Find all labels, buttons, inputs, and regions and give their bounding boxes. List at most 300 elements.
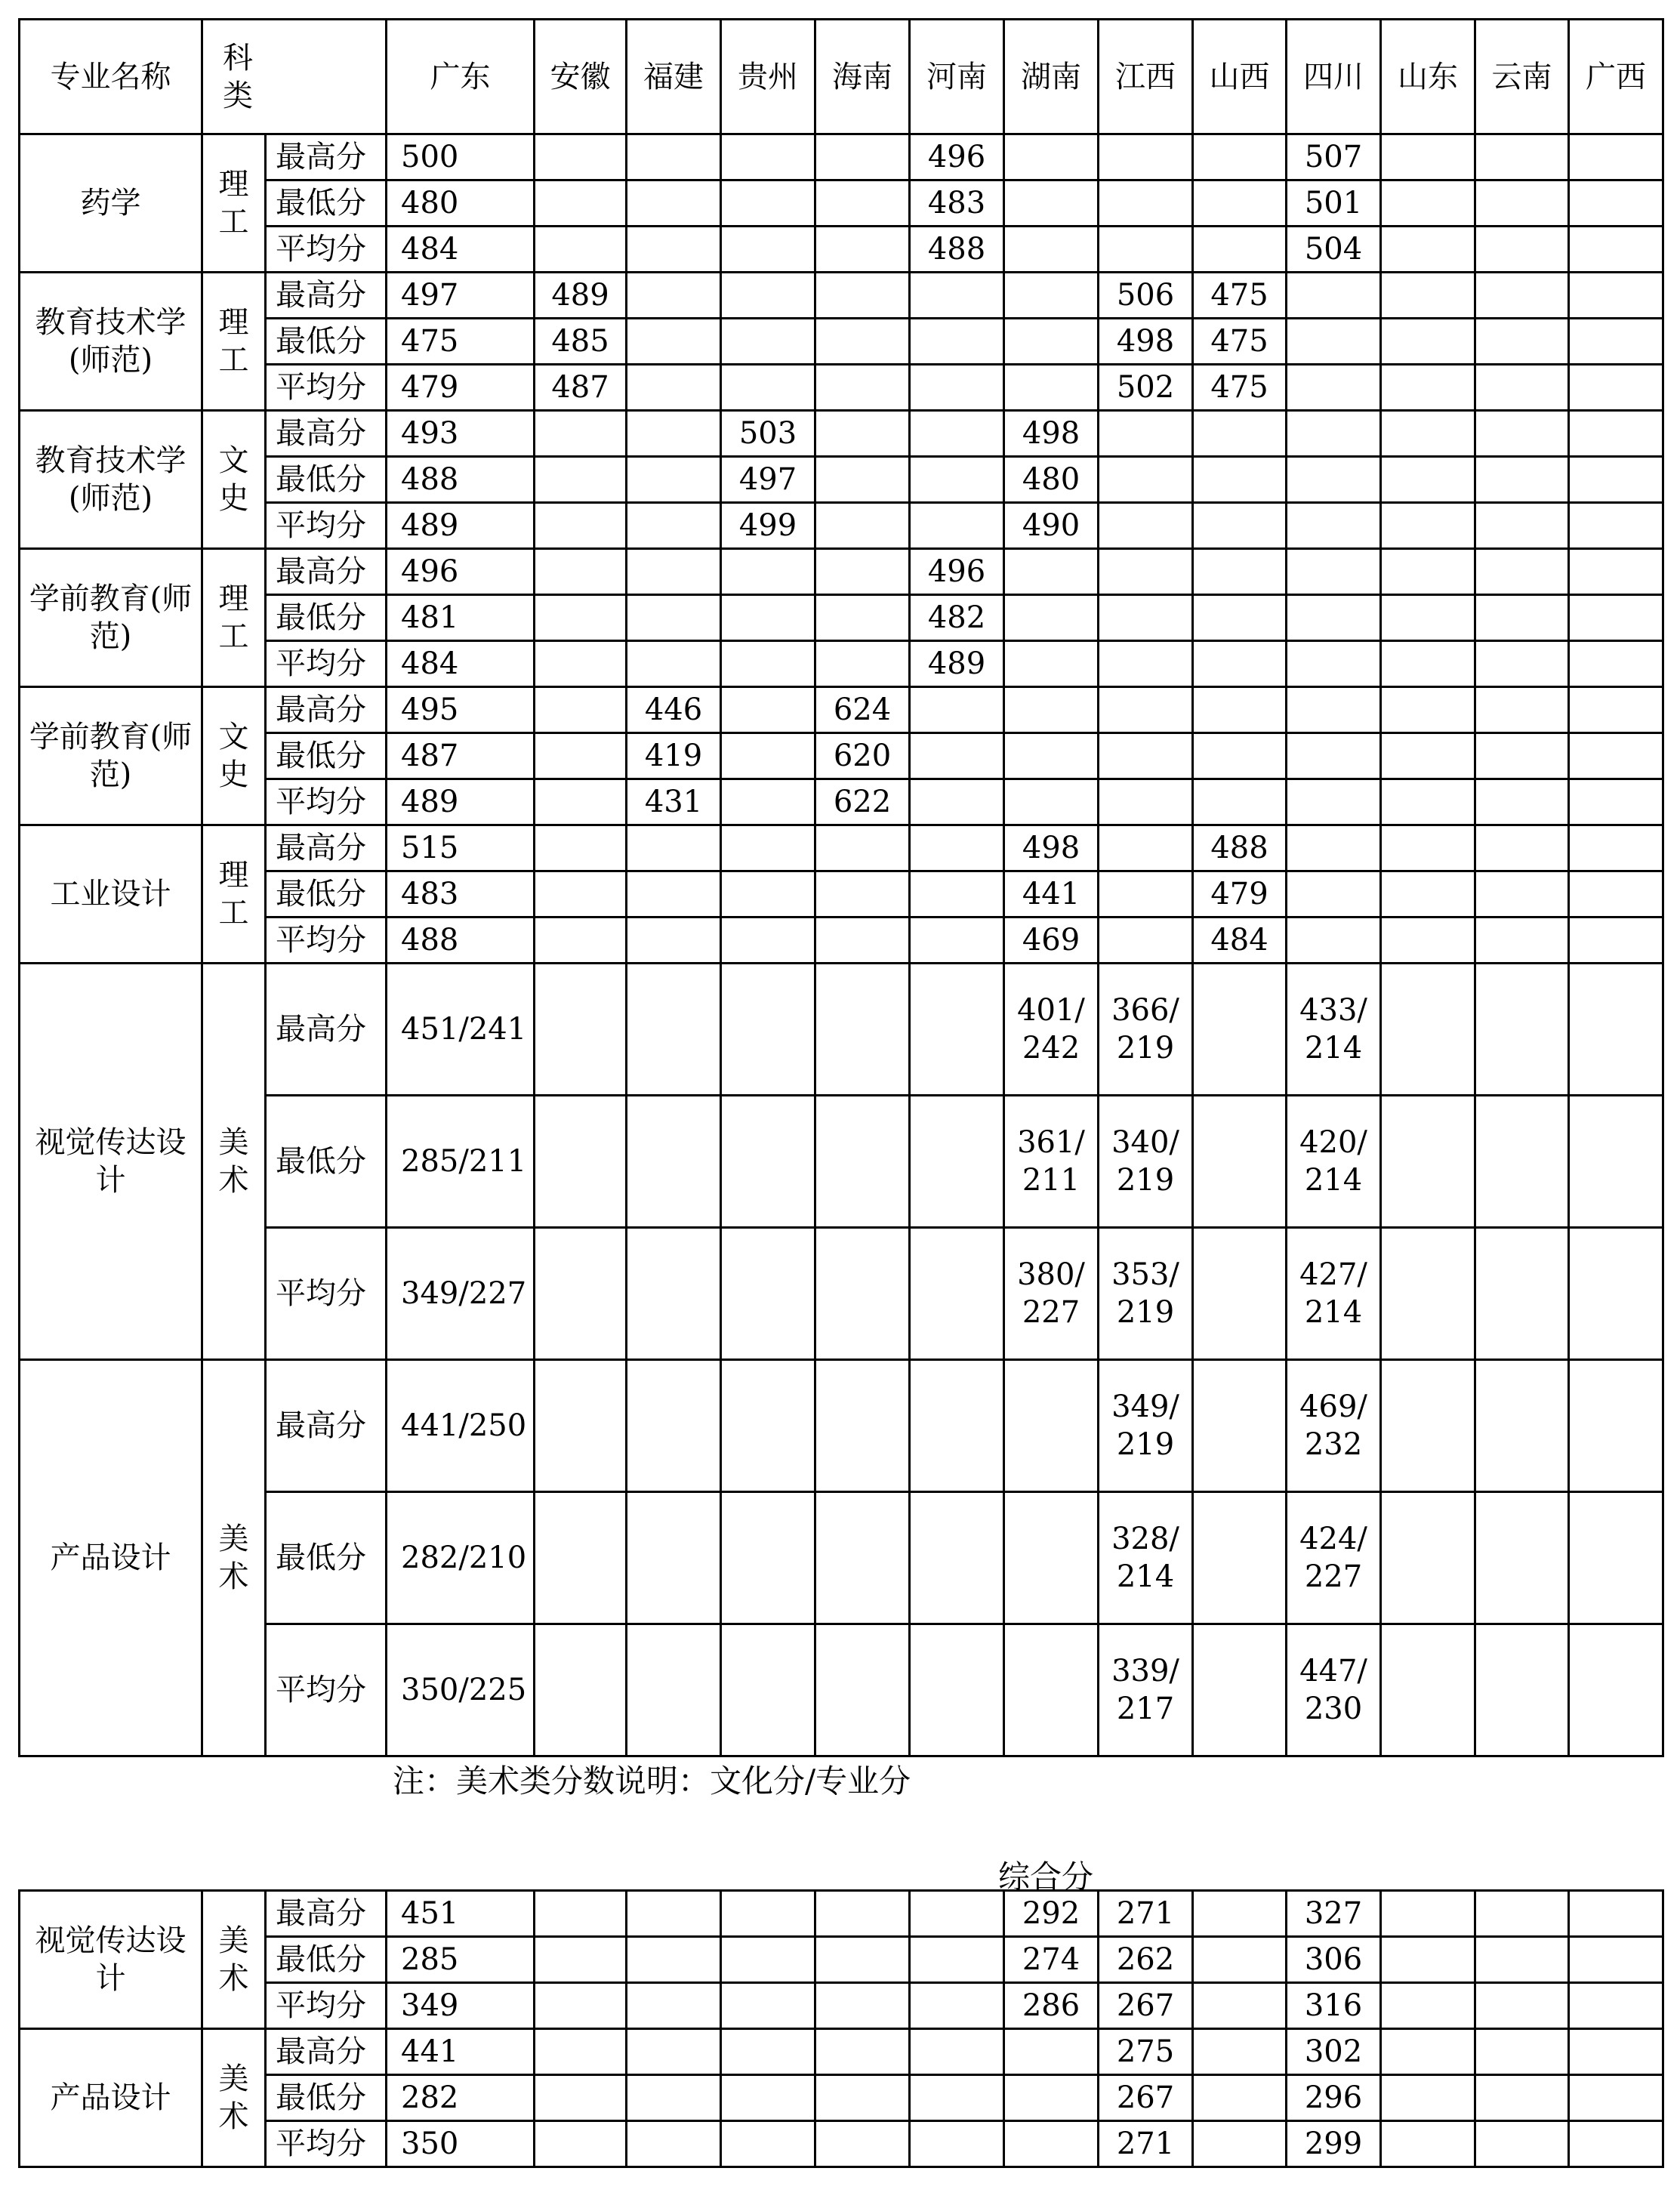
score-cell: 349	[387, 1983, 535, 2029]
score-cell	[627, 2029, 721, 2075]
score-cell: 306	[1287, 1937, 1381, 1983]
score-cell	[535, 503, 627, 549]
score-cell	[535, 549, 627, 595]
score-cell	[1475, 503, 1569, 549]
score-cell: 446	[627, 687, 721, 733]
score-cell	[1475, 273, 1569, 319]
score-cell	[1099, 134, 1193, 180]
score-cell	[535, 964, 627, 1096]
score-cell	[1193, 733, 1287, 779]
score-cell	[1099, 825, 1193, 871]
score-cell	[721, 2075, 815, 2121]
score-cell	[627, 1891, 721, 1937]
score-cell	[815, 549, 910, 595]
score-cell	[1475, 134, 1569, 180]
score-cell	[1381, 1096, 1475, 1228]
score-cell: 441	[387, 2029, 535, 2075]
score-cell	[1381, 1360, 1475, 1492]
score-cell	[1475, 319, 1569, 365]
score-cell	[815, 917, 910, 964]
score-label: 平均分	[266, 779, 387, 825]
score-cell	[1099, 180, 1193, 227]
score-cell: 427/ 214	[1287, 1228, 1381, 1360]
table-row	[20, 2075, 1663, 2121]
score-cell: 282	[387, 2075, 535, 2121]
score-cell	[535, 779, 627, 825]
score-label: 平均分	[266, 641, 387, 687]
score-cell	[815, 1492, 910, 1624]
score-cell	[1287, 411, 1381, 457]
score-cell	[1569, 641, 1663, 687]
score-cell	[1475, 2029, 1569, 2075]
score-cell	[1099, 917, 1193, 964]
table-row	[20, 411, 1663, 457]
score-cell: 302	[1287, 2029, 1381, 2075]
score-cell: 327	[1287, 1891, 1381, 1937]
score-cell: 496	[910, 549, 1004, 595]
score-cell	[1475, 2075, 1569, 2121]
score-cell: 483	[910, 180, 1004, 227]
score-cell: 275	[1099, 2029, 1193, 2075]
table-row	[20, 134, 1663, 180]
score-cell	[1475, 2121, 1569, 2167]
score-cell	[535, 1624, 627, 1756]
score-cell	[1569, 1492, 1663, 1624]
score-cell	[1099, 871, 1193, 917]
score-cell	[1475, 1228, 1569, 1360]
score-cell: 498	[1004, 411, 1099, 457]
score-cell: 488	[387, 457, 535, 503]
score-cell	[535, 1228, 627, 1360]
score-cell	[1193, 457, 1287, 503]
score-cell	[721, 871, 815, 917]
score-cell	[1099, 733, 1193, 779]
score-cell	[721, 641, 815, 687]
score-cell	[1004, 641, 1099, 687]
score-cell: 286	[1004, 1983, 1099, 2029]
score-cell	[815, 964, 910, 1096]
score-cell	[535, 1983, 627, 2029]
score-cell	[1569, 1983, 1663, 2029]
score-cell	[721, 1096, 815, 1228]
score-cell: 424/ 227	[1287, 1492, 1381, 1624]
score-cell	[1569, 457, 1663, 503]
score-cell	[1193, 1360, 1287, 1492]
score-label: 最低分	[266, 595, 387, 641]
score-cell: 489	[535, 273, 627, 319]
score-cell	[910, 964, 1004, 1096]
score-cell	[1381, 134, 1475, 180]
score-cell: 489	[387, 779, 535, 825]
score-cell: 285	[387, 1937, 535, 1983]
score-cell	[627, 1983, 721, 2029]
score-cell	[1004, 319, 1099, 365]
score-cell	[535, 411, 627, 457]
score-cell: 349/227	[387, 1228, 535, 1360]
score-cell	[1381, 273, 1475, 319]
score-cell	[815, 1983, 910, 2029]
score-cell	[721, 549, 815, 595]
score-cell: 475	[1193, 365, 1287, 411]
table-row	[20, 687, 1663, 733]
score-cell	[1287, 917, 1381, 964]
score-cell	[1475, 871, 1569, 917]
score-cell	[535, 1937, 627, 1983]
score-cell	[721, 1624, 815, 1756]
score-cell	[1287, 733, 1381, 779]
score-cell	[1099, 779, 1193, 825]
score-cell	[1475, 1891, 1569, 1937]
score-cell	[535, 1096, 627, 1228]
score-cell	[1569, 825, 1663, 871]
score-cell	[910, 1937, 1004, 1983]
score-cell	[910, 273, 1004, 319]
score-cell	[1569, 134, 1663, 180]
score-cell	[1004, 273, 1099, 319]
score-cell: 504	[1287, 227, 1381, 273]
score-cell: 475	[1193, 319, 1287, 365]
score-cell: 506	[1099, 273, 1193, 319]
score-cell	[1004, 1360, 1099, 1492]
score-cell	[1475, 1360, 1569, 1492]
score-cell	[1381, 1624, 1475, 1756]
score-cell	[535, 1492, 627, 1624]
score-cell	[721, 134, 815, 180]
score-cell: 451/241	[387, 964, 535, 1096]
score-cell	[1569, 180, 1663, 227]
score-cell	[627, 411, 721, 457]
score-cell: 507	[1287, 134, 1381, 180]
score-label: 平均分	[266, 2121, 387, 2167]
score-cell	[1569, 273, 1663, 319]
score-cell	[1193, 1096, 1287, 1228]
major-name: 视觉传达设计	[20, 1891, 202, 2029]
score-cell	[1381, 779, 1475, 825]
score-label: 最高分	[266, 2029, 387, 2075]
score-label: 最低分	[266, 733, 387, 779]
score-cell	[627, 871, 721, 917]
score-cell	[1287, 457, 1381, 503]
score-cell	[1475, 825, 1569, 871]
score-cell	[1287, 779, 1381, 825]
score-cell: 361/ 211	[1004, 1096, 1099, 1228]
score-cell	[1287, 825, 1381, 871]
score-cell	[627, 2075, 721, 2121]
score-label: 最低分	[266, 319, 387, 365]
score-cell: 487	[387, 733, 535, 779]
score-cell	[1381, 1228, 1475, 1360]
score-cell	[535, 2121, 627, 2167]
score-cell	[815, 2121, 910, 2167]
score-label: 最低分	[266, 1096, 387, 1228]
header-province: 云南	[1475, 20, 1569, 134]
header-province: 广东	[387, 20, 535, 134]
score-cell	[1193, 2075, 1287, 2121]
table-row	[20, 365, 1663, 411]
score-cell	[1475, 1096, 1569, 1228]
score-label: 最低分	[266, 457, 387, 503]
score-cell	[535, 457, 627, 503]
score-cell: 353/ 219	[1099, 1228, 1193, 1360]
score-cell	[627, 917, 721, 964]
score-cell	[1287, 503, 1381, 549]
score-cell	[910, 365, 1004, 411]
score-cell	[1004, 779, 1099, 825]
score-cell: 484	[387, 227, 535, 273]
score-cell	[910, 2075, 1004, 2121]
score-cell: 497	[721, 457, 815, 503]
score-cell: 482	[910, 595, 1004, 641]
score-cell	[721, 964, 815, 1096]
score-cell	[1475, 964, 1569, 1096]
score-cell	[627, 595, 721, 641]
score-cell: 441	[1004, 871, 1099, 917]
category-name: 理工	[202, 134, 266, 273]
score-cell: 274	[1004, 1937, 1099, 1983]
header-province: 福建	[627, 20, 721, 134]
score-cell	[815, 2075, 910, 2121]
score-cell: 485	[535, 319, 627, 365]
header-category	[202, 20, 387, 134]
score-cell	[815, 1891, 910, 1937]
category-name: 美术	[202, 1360, 266, 1756]
score-cell	[1193, 595, 1287, 641]
score-cell: 475	[1193, 273, 1287, 319]
score-cell	[1004, 2029, 1099, 2075]
score-cell: 499	[721, 503, 815, 549]
score-label: 平均分	[266, 227, 387, 273]
table-row	[20, 227, 1663, 273]
score-cell	[1287, 549, 1381, 595]
score-cell: 496	[387, 549, 535, 595]
score-label: 最低分	[266, 1492, 387, 1624]
table-row	[20, 1937, 1663, 1983]
score-label: 最高分	[266, 1360, 387, 1492]
table-row	[20, 964, 1663, 1096]
major-name: 学前教育(师范)	[20, 549, 202, 687]
score-cell: 433/ 214	[1287, 964, 1381, 1096]
score-cell	[815, 273, 910, 319]
major-name: 产品设计	[20, 2029, 202, 2167]
score-cell: 271	[1099, 2121, 1193, 2167]
score-cell: 489	[387, 503, 535, 549]
score-cell	[721, 365, 815, 411]
score-cell: 488	[910, 227, 1004, 273]
table-row	[20, 549, 1663, 595]
score-cell	[535, 917, 627, 964]
score-cell	[535, 871, 627, 917]
score-cell	[535, 2075, 627, 2121]
score-cell	[910, 2029, 1004, 2075]
score-cell	[721, 273, 815, 319]
score-cell	[910, 825, 1004, 871]
header-province: 山西	[1193, 20, 1287, 134]
score-cell: 479	[1193, 871, 1287, 917]
score-cell	[1569, 2029, 1663, 2075]
score-cell	[910, 1983, 1004, 2029]
score-label: 最高分	[266, 134, 387, 180]
score-cell	[910, 1624, 1004, 1756]
score-cell: 484	[1193, 917, 1287, 964]
score-cell	[1569, 687, 1663, 733]
composite-title: 综合分	[998, 1858, 1094, 1895]
score-cell: 483	[387, 871, 535, 917]
major-name: 药学	[20, 134, 202, 273]
score-cell	[815, 1360, 910, 1492]
score-cell: 285/211	[387, 1096, 535, 1228]
score-cell	[1004, 549, 1099, 595]
score-cell	[535, 595, 627, 641]
header-major: 专业名称	[20, 20, 202, 134]
score-cell	[910, 319, 1004, 365]
score-cell	[815, 227, 910, 273]
score-cell	[1381, 1983, 1475, 2029]
score-cell	[1569, 2075, 1663, 2121]
table-row	[20, 273, 1663, 319]
score-cell	[1569, 595, 1663, 641]
score-label: 最低分	[266, 871, 387, 917]
score-cell	[1569, 2121, 1663, 2167]
score-cell	[627, 273, 721, 319]
score-cell	[1099, 687, 1193, 733]
score-cell: 339/ 217	[1099, 1624, 1193, 1756]
score-cell: 488	[1193, 825, 1287, 871]
score-cell	[1287, 687, 1381, 733]
score-cell: 328/ 214	[1099, 1492, 1193, 1624]
score-cell	[1569, 411, 1663, 457]
score-cell	[1381, 503, 1475, 549]
header-category-top: 科	[223, 40, 253, 76]
score-cell	[1475, 917, 1569, 964]
score-cell: 420/ 214	[1287, 1096, 1381, 1228]
score-cell	[815, 1096, 910, 1228]
score-cell	[1381, 411, 1475, 457]
score-cell: 316	[1287, 1983, 1381, 2029]
score-cell	[1287, 641, 1381, 687]
score-cell	[1569, 503, 1663, 549]
score-cell	[1569, 1624, 1663, 1756]
category-name: 理工	[202, 825, 266, 964]
score-cell	[721, 1228, 815, 1360]
score-cell	[1569, 1891, 1663, 1937]
score-cell	[1193, 687, 1287, 733]
score-cell	[721, 1492, 815, 1624]
score-cell	[1381, 1492, 1475, 1624]
score-cell	[1475, 733, 1569, 779]
note-text: 注：美术类分数说明：文化分/专业分	[393, 1763, 911, 1800]
score-cell	[1004, 227, 1099, 273]
major-name: 产品设计	[20, 1360, 202, 1756]
score-cell: 624	[815, 687, 910, 733]
major-name: 视觉传达设计	[20, 964, 202, 1360]
category-name: 美术	[202, 1891, 266, 2029]
score-cell: 480	[387, 180, 535, 227]
score-cell	[721, 1937, 815, 1983]
score-label: 平均分	[266, 1624, 387, 1756]
score-cell	[815, 365, 910, 411]
score-cell	[627, 503, 721, 549]
score-cell	[815, 641, 910, 687]
score-cell	[1193, 779, 1287, 825]
score-cell	[815, 134, 910, 180]
score-cell	[910, 503, 1004, 549]
score-cell	[910, 1360, 1004, 1492]
score-cell: 431	[627, 779, 721, 825]
score-cell: 447/ 230	[1287, 1624, 1381, 1756]
table-row	[20, 595, 1663, 641]
score-cell	[1004, 733, 1099, 779]
score-cell	[1193, 2029, 1287, 2075]
score-cell: 267	[1099, 1983, 1193, 2029]
category-name: 理工	[202, 549, 266, 687]
score-cell	[910, 2121, 1004, 2167]
major-name: 工业设计	[20, 825, 202, 964]
score-cell	[815, 871, 910, 917]
score-cell	[627, 1096, 721, 1228]
score-cell: 497	[387, 273, 535, 319]
score-cell	[1004, 595, 1099, 641]
score-cell	[910, 779, 1004, 825]
score-cell	[1193, 641, 1287, 687]
score-label: 最高分	[266, 273, 387, 319]
table-row	[20, 871, 1663, 917]
score-cell	[1287, 871, 1381, 917]
score-cell	[535, 825, 627, 871]
table-row	[20, 319, 1663, 365]
category-name: 文史	[202, 411, 266, 549]
score-cell	[910, 687, 1004, 733]
score-cell	[1381, 549, 1475, 595]
score-cell	[1381, 595, 1475, 641]
score-cell: 271	[1099, 1891, 1193, 1937]
score-cell	[1381, 365, 1475, 411]
score-cell: 366/ 219	[1099, 964, 1193, 1096]
score-cell: 500	[387, 134, 535, 180]
score-cell	[1381, 641, 1475, 687]
score-cell	[1099, 503, 1193, 549]
score-cell	[1475, 365, 1569, 411]
score-cell: 469	[1004, 917, 1099, 964]
score-cell	[910, 733, 1004, 779]
category-name: 美术	[202, 964, 266, 1360]
score-cell	[1381, 457, 1475, 503]
score-cell	[1569, 227, 1663, 273]
score-cell	[1193, 1492, 1287, 1624]
score-cell	[627, 549, 721, 595]
score-cell: 481	[387, 595, 535, 641]
score-cell	[1475, 641, 1569, 687]
table-row	[20, 1983, 1663, 2029]
table-row	[20, 1096, 1663, 1228]
score-cell: 622	[815, 779, 910, 825]
score-cell	[815, 503, 910, 549]
score-cell	[1193, 1983, 1287, 2029]
table-row	[20, 733, 1663, 779]
score-cell	[1569, 1937, 1663, 1983]
score-cell	[1475, 180, 1569, 227]
score-cell: 419	[627, 733, 721, 779]
category-name: 理工	[202, 273, 266, 411]
main-score-table	[18, 18, 1664, 1757]
header-row	[20, 20, 1663, 134]
score-cell	[535, 733, 627, 779]
score-cell: 487	[535, 365, 627, 411]
score-cell	[815, 1228, 910, 1360]
header-province: 四川	[1287, 20, 1381, 134]
score-cell: 493	[387, 411, 535, 457]
score-cell	[627, 2121, 721, 2167]
score-cell	[1569, 319, 1663, 365]
